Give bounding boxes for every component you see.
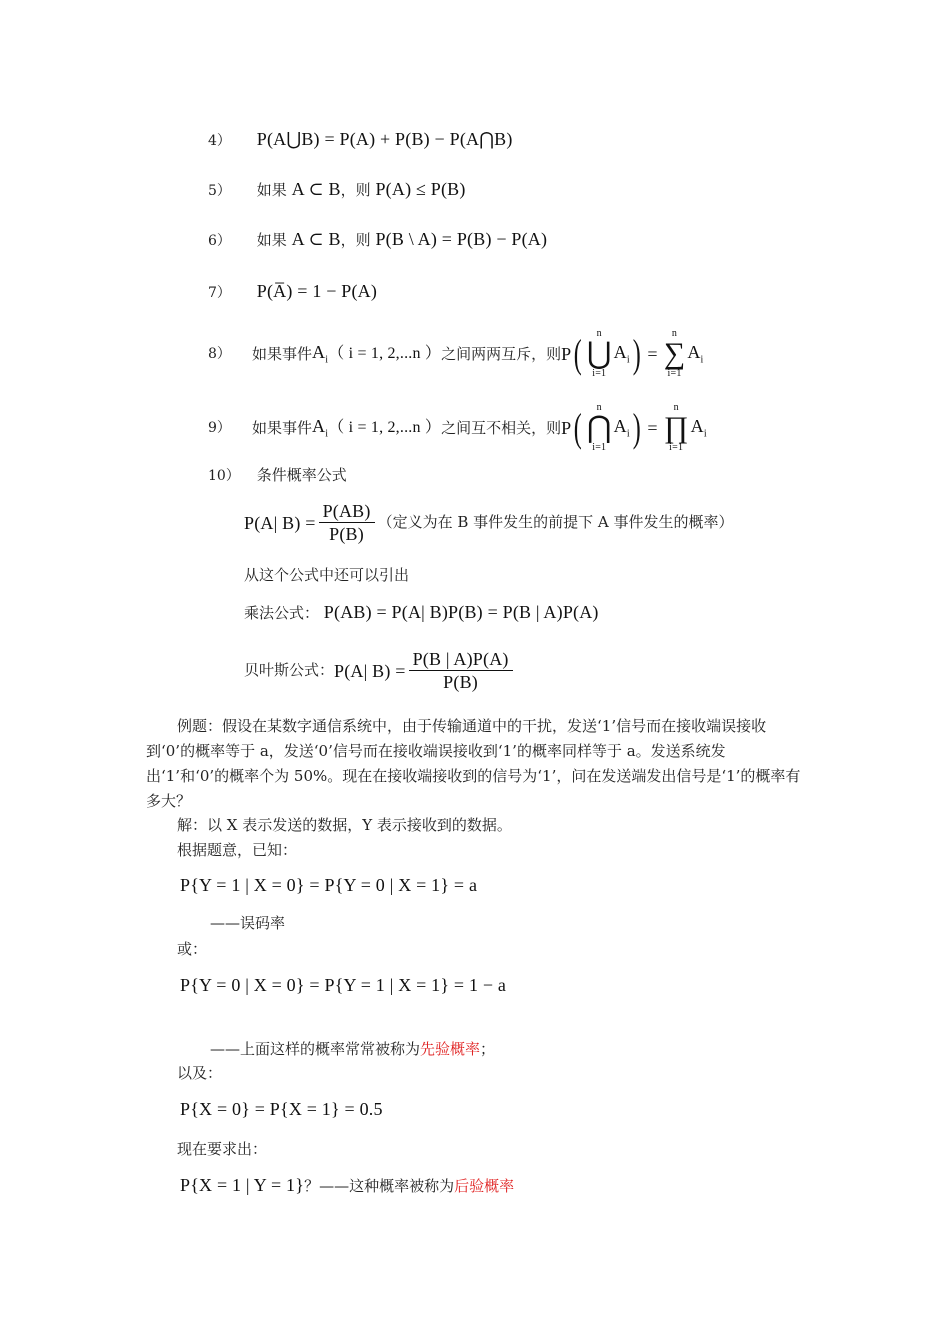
denominator: P(B) [443,672,478,692]
solution-text: 解：以 X 表示发送的数据，Y 表示接收到的数据。 [177,816,512,834]
left-paren: ( [574,405,583,450]
or-text: 或： [177,940,208,958]
lower-limit: i=1 [592,368,607,379]
denominator: P(B) [329,524,364,544]
event-letter: A [312,341,326,362]
item-number: 8） [208,346,231,362]
numerator: P(AB) [319,502,375,523]
equation-3: P{X = 0} = P{X = 1} = 0.5 [180,1099,383,1119]
inner-subscript: i [626,428,630,440]
equation-4: P{X = 1 | Y = 1} [180,1175,305,1195]
known-text: 根据题意，已知： [177,841,298,859]
derive-text: 从这个公式中还可以引出 [244,566,410,584]
also-text: 以及： [177,1064,223,1082]
separator: ，则 [340,181,371,199]
formula: P(B \ A) = P(B) − P(A) [375,229,548,249]
probability-p: P [561,344,572,364]
require-text: 现在要求出： [177,1140,268,1158]
lower-limit: i=1 [592,442,607,453]
equals-sign: = [647,344,658,364]
rhs-subscript: i [703,428,707,440]
item-4 [208,130,513,148]
bayes-label: 贝叶斯公式： [244,661,335,679]
conditional-note: （定义为在 B 事件发生的前提下 A 事件发生的概率） [377,513,734,531]
index-range: （ i = 1, 2,...n ） [328,419,442,436]
multiplication-formula: P(AB) = P(A| B)P(B) = P(B | A)P(A) [323,602,599,622]
index-range: （ i = 1, 2,...n ） [328,345,442,362]
equation-1-note: ——误码率 [210,914,286,932]
conditional-lhs: P(A| B) = [244,512,316,533]
bayes-lhs: P(A| B) = [334,660,406,681]
rhs-term [691,417,707,440]
event-letter: A [312,415,326,436]
product-symbol: ∏ [663,411,689,444]
event-subscript: i [325,354,329,366]
inner-subscript: i [626,354,630,366]
inner-term [614,417,630,440]
bayes-fraction [409,650,513,691]
item-number: 6） [208,233,231,249]
formula: P(A⋃B) = P(A) + P(B) − P(A⋂B) [256,129,513,149]
intersection-operator [587,403,612,453]
item-number: 5） [208,183,231,199]
upper-limit: n [671,328,678,339]
product-operator [664,403,689,453]
formula: P(A) ≤ P(B) [375,179,466,199]
item-text: 如果事件 [252,344,313,363]
item-10 [208,468,347,483]
prior-probability-term: 先验概率 [420,1040,481,1058]
formula: P(A̅) = 1 − P(A) [256,281,378,301]
lower-limit: i=1 [667,368,682,379]
probability-p: P [561,418,572,438]
inner-term [614,343,630,366]
equation-2-note [210,1042,495,1057]
inner-letter: A [613,341,627,362]
item-after-text: 之间两两互斥，则 [441,344,562,363]
union-formula [561,329,703,379]
multiplication-label: 乘法公式： [244,604,320,622]
condition: A ⊂ B [291,229,341,249]
note-suffix: ； [480,1040,496,1058]
rhs-letter: A [687,341,701,362]
left-paren: ( [574,331,583,376]
right-paren: ) [632,331,641,376]
equals-sign: = [647,418,658,438]
item-text: 如果 [256,231,287,249]
item-text: 条件概率公式 [256,466,347,484]
item-after-text: 之间互不相关，则 [441,418,562,437]
conditional-formula [244,502,734,543]
upper-limit: n [596,328,602,339]
item-6 [208,230,547,248]
item-9 [208,402,707,454]
item-text: 如果事件 [252,418,313,437]
separator: ，则 [340,231,371,249]
item-number: 7） [208,285,231,301]
item-8 [208,328,704,380]
item-number: 4） [208,133,231,149]
rhs-letter: A [690,415,704,436]
rhs-subscript: i [700,354,704,366]
numerator: P(B | A)P(A) [409,650,513,671]
item-5 [208,180,466,198]
event-symbol [312,417,328,440]
equation-1: P{Y = 1 | X = 0} = P{Y = 0 | X = 1} = a [180,875,478,895]
inner-letter: A [613,415,627,436]
multiplication-rule [244,603,599,621]
item-number: 9） [208,420,231,436]
bayes-rule [244,650,516,691]
lower-limit: i=1 [669,442,684,453]
note-prefix: ？——这种概率被称为 [304,1177,455,1195]
note-prefix: ——上面这样的概率常常被称为 [210,1040,421,1058]
event-subscript: i [325,428,329,440]
posterior-probability-term: 后验概率 [454,1177,515,1195]
intersection-formula [561,403,707,453]
right-paren: ) [632,405,641,450]
rhs-term [687,343,703,366]
upper-limit: n [596,402,602,413]
union-operator [587,329,612,379]
item-text: 如果 [256,181,287,199]
equation-4-line [180,1176,514,1194]
equation-2: P{Y = 0 | X = 0} = P{Y = 1 | X = 1} = 1 − a [180,975,507,995]
item-7 [208,282,377,300]
union-symbol: ⋃ [586,337,612,370]
upper-limit: n [673,402,679,413]
example-paragraph: 例题：假设在某数字通信系统中，由于传输通道中的干扰，发送‘1’信号而在接收端误接收到‘0’的概率等于 a，发送‘0’信号而在接收端误接收到‘1’的概率同样等于 a。发送系统发出‘1’和‘0’的概率个为 50%。现在在接收端接收到的信号为‘1’，问在发送端发出信号是‘1’的概率有多大？ [146,717,801,810]
conditional-fraction [319,502,375,543]
sum-operator [664,329,686,379]
condition: A ⊂ B [291,179,341,199]
intersection-symbol: ⋂ [586,411,612,444]
event-symbol [312,343,328,366]
item-number: 10） [208,468,240,484]
sum-symbol: ∑ [663,337,686,370]
